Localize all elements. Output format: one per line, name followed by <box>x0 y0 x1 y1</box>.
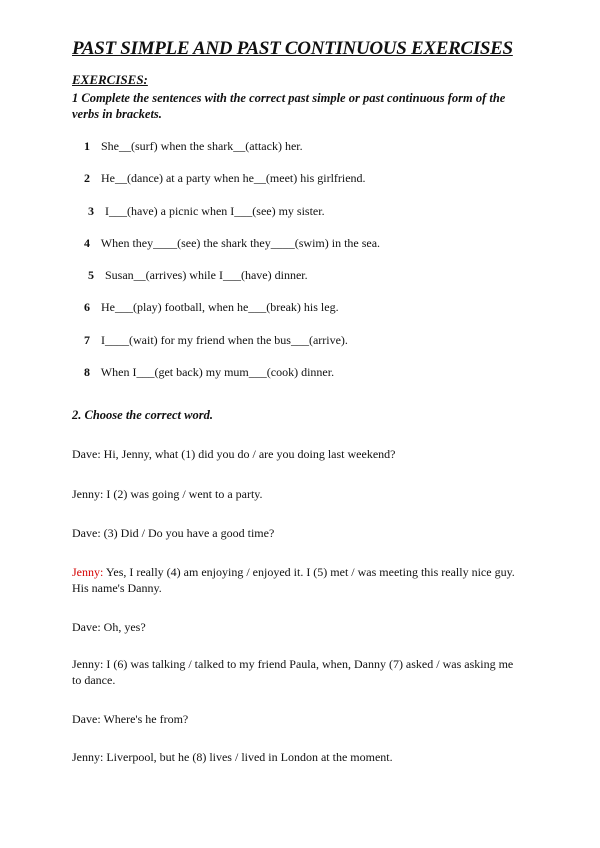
part1-instruction: 1 Complete the sentences with the correct past simple or past continuous form of the verbs in brackets. <box>72 91 506 121</box>
dialogue-text: I (2) was going / went to a party. <box>106 487 263 501</box>
dialogue-line <box>72 711 522 727</box>
item-text: When they____(see) the shark they____(swim) in the sea. <box>100 236 381 250</box>
dialogue-line <box>72 446 522 462</box>
item-number: 1 <box>84 139 90 153</box>
item-number: 8 <box>84 365 90 379</box>
part2-heading: 2. Choose the correct word. <box>72 408 213 422</box>
dialogue-text: (3) Did / Do you have a good time? <box>103 526 275 540</box>
dialogue-line <box>72 525 522 541</box>
item-text: She__(surf) when the shark__(attack) her. <box>101 139 303 153</box>
dialogue-text: I (6) was talking / talked to my friend Paula, when, Danny (7) asked / was asking me to dance. <box>72 657 514 687</box>
dialogue-line <box>72 619 522 635</box>
item-number: 2 <box>84 171 90 185</box>
exercise-item <box>88 204 325 219</box>
speaker-name: Jenny: <box>72 657 104 671</box>
dialogue-text: Hi, Jenny, what (1) did you do / are you doing last weekend? <box>103 447 396 461</box>
item-number: 4 <box>84 236 90 250</box>
item-number: 5 <box>88 268 94 282</box>
page-title: PAST SIMPLE AND PAST CONTINUOUS EXERCISES <box>72 38 513 59</box>
item-text: I____(wait) for my friend when the bus___(arrive). <box>101 333 348 347</box>
speaker-name: Dave: <box>72 620 101 634</box>
speaker-name: Dave: <box>72 712 101 726</box>
dialogue-text: Where's he from? <box>103 712 189 726</box>
item-text: Susan__(arrives) while I___(have) dinner. <box>105 268 308 282</box>
dialogue-text: Yes, I really (4) am enjoying / enjoyed it. I (5) met / was meeting this really nice guy. His name's Danny. <box>72 565 515 595</box>
exercise-item <box>88 268 308 283</box>
item-number: 6 <box>84 300 90 314</box>
exercise-item <box>84 139 303 154</box>
dialogue-line <box>72 749 522 765</box>
speaker-name: Dave: <box>72 526 101 540</box>
item-text: When I___(get back) my mum___(cook) dinner. <box>100 365 335 379</box>
speaker-name: Jenny: <box>72 565 104 579</box>
dialogue-line <box>72 656 522 688</box>
speaker-name: Jenny: <box>72 487 104 501</box>
speaker-name: Jenny: <box>72 750 104 764</box>
exercise-item <box>84 365 334 380</box>
item-number: 3 <box>88 204 94 218</box>
dialogue-line <box>72 486 522 502</box>
dialogue-line <box>72 564 522 596</box>
speaker-name: Dave: <box>72 447 101 461</box>
exercise-item <box>84 171 366 186</box>
exercise-item <box>84 300 339 315</box>
exercise-item <box>84 333 348 348</box>
item-number: 7 <box>84 333 90 347</box>
dialogue-text: Liverpool, but he (8) lives / lived in London at the moment. <box>106 750 393 764</box>
exercises-heading: EXERCISES: <box>72 72 148 87</box>
item-text: He__(dance) at a party when he__(meet) his girlfriend. <box>101 171 366 185</box>
item-text: I___(have) a picnic when I___(see) my sister. <box>105 204 325 218</box>
exercise-item <box>84 236 380 251</box>
dialogue-text: Oh, yes? <box>103 620 146 634</box>
item-text: He___(play) football, when he___(break) his leg. <box>101 300 339 314</box>
